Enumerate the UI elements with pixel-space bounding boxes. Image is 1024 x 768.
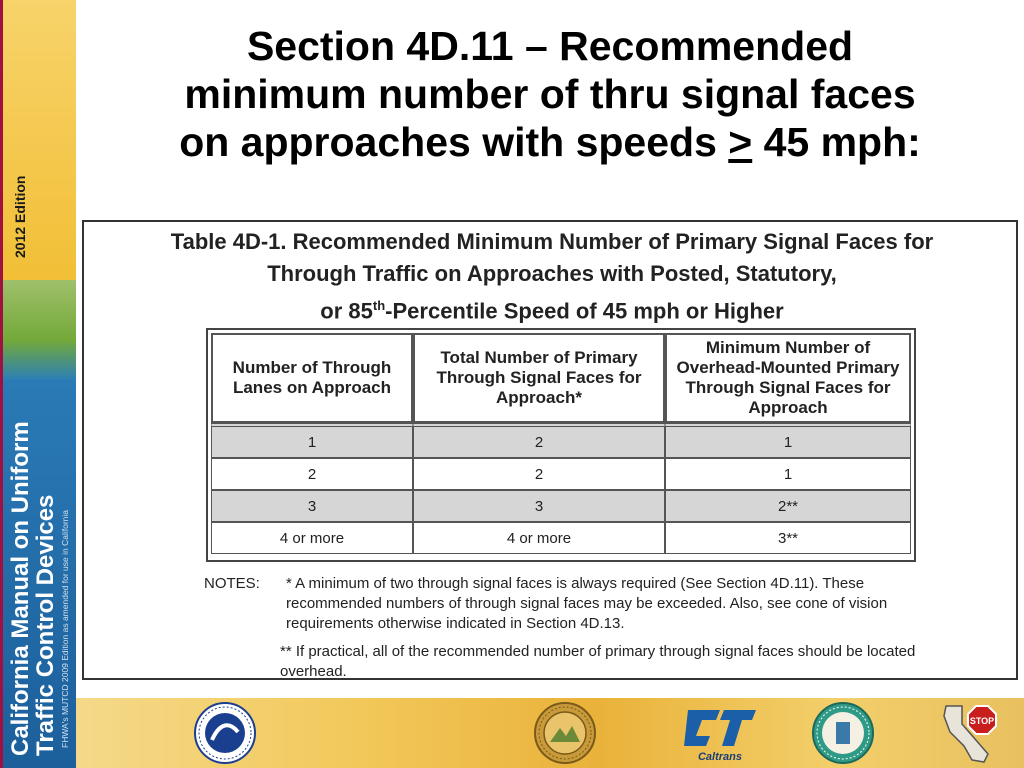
notes-label: NOTES: (204, 575, 260, 592)
table-cell: 1 (665, 423, 911, 458)
california-stop-map-icon (938, 702, 1000, 764)
greater-equal-symbol: > (728, 119, 753, 165)
edition-label: 2012 Edition (12, 175, 28, 258)
signal-faces-table (211, 333, 911, 554)
header-total-faces: Total Number of Primary Through Signal Faces for Approach* (413, 333, 665, 423)
caltrans-text: Caltrans (697, 751, 743, 763)
caption-line3-post: -Percentile Speed of 45 mph or Higher (385, 298, 784, 324)
us-dot-seal-icon (194, 702, 256, 764)
manual-subtitle: FHWA's MUTCD 2009 Edition as amended for use in California (60, 510, 70, 748)
table-header-row (211, 333, 911, 423)
table-cell: 2 (413, 423, 665, 458)
manual-title-line2: Traffic Control Devices (32, 494, 59, 756)
caption-line2: Through Traffic on Approaches with Posted, Statutory, (267, 261, 837, 286)
table-cell: 3** (665, 522, 911, 554)
header-overhead-faces: Minimum Number of Overhead-Mounted Primary Through Signal Faces for Approach (665, 333, 911, 423)
slide-title-line1: Section 4D.11 – Recommended (246, 23, 854, 69)
slide-title-line3 (76, 118, 1024, 166)
caption-line1: Table 4D-1. Recommended Minimum Number of Primary Signal Faces for (170, 229, 934, 254)
table-cell: 3 (211, 490, 413, 522)
logo-strip (76, 698, 1024, 768)
title-line3-pre: on approaches with speeds (179, 119, 729, 165)
table-cell: 4 or more (211, 522, 413, 554)
note-2: ** If practical, all of the recommended number of primary through signal faces should be located overhead. (280, 643, 916, 680)
slide-title (76, 22, 1024, 166)
table-cell: 2 (413, 458, 665, 490)
header-lanes: Number of Through Lanes on Approach (211, 333, 413, 423)
table-caption (84, 226, 1020, 327)
caption-line3 (84, 290, 1020, 327)
table-row (211, 423, 911, 458)
note-1: * A minimum of two through signal faces is always required (See Section 4D.11). These recommended numbers of through signal faces may be exceeded. Also, see cone of vision requirements otherwise indicated in Section 4D.13. (286, 575, 888, 632)
table-cell: 4 or more (413, 522, 665, 554)
sidebar (0, 0, 76, 768)
sidebar-mid-band (3, 280, 76, 380)
title-line3-post: 45 mph: (752, 119, 921, 165)
table-row (211, 522, 911, 554)
stop-text: STOP (969, 716, 995, 726)
ctcdc-seal-icon (812, 702, 874, 764)
caption-line3-pre: or 85 (320, 298, 373, 324)
table-cell: 1 (211, 423, 413, 458)
slide-title-line2: minimum number of thru signal faces (184, 71, 916, 117)
table-cell: 2** (665, 490, 911, 522)
table-cell: 1 (665, 458, 911, 490)
table-cell: 3 (413, 490, 665, 522)
table-row (211, 458, 911, 490)
caltrans-logo-icon (680, 702, 760, 764)
table-cell: 2 (211, 458, 413, 490)
table-panel (82, 220, 1018, 680)
manual-title (8, 421, 58, 756)
table-row (211, 490, 911, 522)
data-table-frame (206, 328, 916, 562)
california-seal-icon (534, 702, 596, 764)
manual-title-line1: California Manual on Uniform (7, 421, 34, 756)
caption-line3-sup: th (372, 298, 386, 313)
